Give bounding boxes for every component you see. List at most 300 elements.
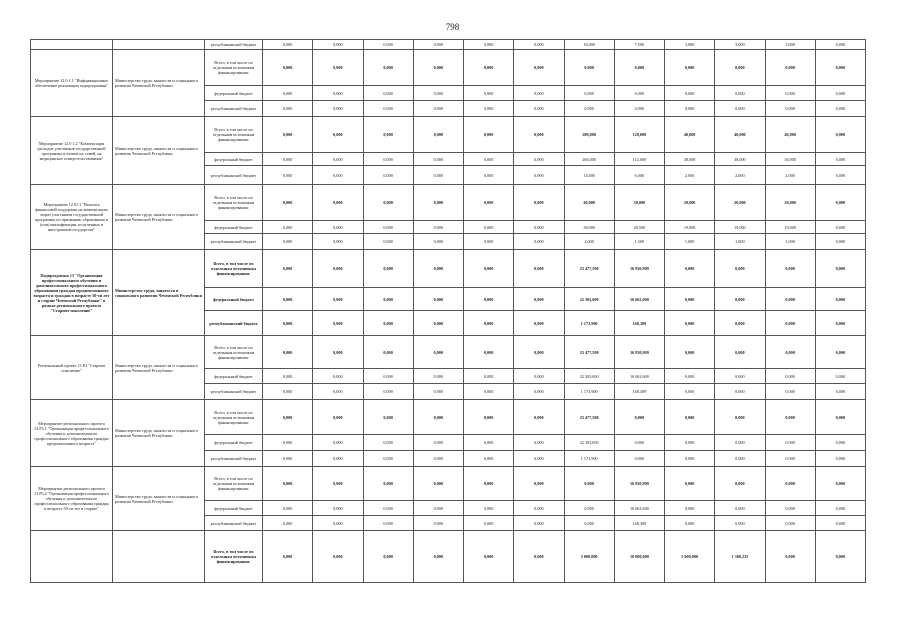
amount-cell: 16 830,909 [614,250,664,288]
amount-cell: 0,000 [413,166,463,185]
amount-cell: 0,000 [263,101,313,117]
amount-cell: 0,000 [413,40,463,50]
amount-cell: 0,000 [413,234,463,250]
amount-cell: 2,000 [564,234,614,250]
responsible-executor: Министерство труда, занятости и социального развития Чеченской Республики [113,467,205,531]
amount-cell: 0,000 [514,153,564,166]
amount-cell: 0,000 [363,221,413,234]
funding-source: республиканский бюджет [205,40,263,50]
amount-cell: 0,000 [765,467,815,501]
funding-source: федеральный бюджет [205,501,263,516]
amount-cell: 0,000 [815,311,865,336]
amount-cell: 3,000 [765,40,815,50]
funding-source: Всего, в том числе по отдельным источникам финансирования: [205,531,263,583]
amount-cell: 0,000 [715,467,765,501]
amount-cell: 0,000 [363,185,413,221]
amount-cell: 0,000 [363,384,413,400]
amount-cell: 1 173,900 [564,311,614,336]
funding-source: республиканский бюджет [205,451,263,467]
activity-name: Мероприятие регионального проекта 13.Р3.2 "Организация профессионального обучения и дополнительного профессионального образования граждан в возрасте 50-ти лет и старше" [31,467,113,531]
amount-cell: 0,000 [514,336,564,369]
activity-name: Мероприятие 12.0 1.1 "Информационное обеспечение реализации подпрограммы" [31,50,113,117]
amount-cell: 0,000 [313,153,363,166]
amount-cell: 0,000 [313,40,363,50]
amount-cell: 0,000 [514,166,564,185]
amount-cell: 22 303,690 [564,435,614,451]
amount-cell: 0,000 [815,101,865,117]
responsible-executor [113,531,205,583]
amount-cell: 0,000 [614,86,664,101]
amount-cell: 1 173,900 [564,384,614,400]
funding-source: Всего, в том числе по отдельным источникам финансирования: [205,400,263,435]
amount-cell: 0,000 [263,336,313,369]
amount-cell: 0,000 [665,311,715,336]
amount-cell: 0,000 [464,451,514,467]
amount-cell: 0,000 [263,384,313,400]
amount-cell: 0,000 [263,501,313,516]
table-row [31,117,866,153]
activity-name: Региональный проект 13.Р3 "Старшее поколение" [31,336,113,400]
amount-cell: 0,000 [665,250,715,288]
amount-cell: 0,000 [715,50,765,86]
amount-cell: 1 173,900 [564,451,614,467]
amount-cell: 0,000 [514,501,564,516]
amount-cell: 16 662,600 [614,501,664,516]
amount-cell: 40,000 [665,117,715,153]
amount-cell: 0,000 [514,50,564,86]
amount-cell: 0,000 [263,451,313,467]
amount-cell: 0,000 [313,451,363,467]
amount-cell: 0,000 [715,288,765,311]
amount-cell: 0,000 [413,531,463,583]
amount-cell: 0,000 [313,400,363,435]
amount-cell: 0,000 [413,153,463,166]
amount-cell: 16 830,909 [614,467,664,501]
amount-cell: 0,000 [715,311,765,336]
amount-cell: 0,000 [464,86,514,101]
amount-cell: 1 300,225 [715,531,765,583]
amount-cell: 38,000 [765,153,815,166]
amount-cell: 0,000 [765,400,815,435]
amount-cell: 0,000 [514,221,564,234]
amount-cell: 0,000 [665,369,715,384]
amount-cell: 0,000 [263,234,313,250]
amount-cell: 0,000 [313,101,363,117]
funding-source: республиканский бюджет [205,166,263,185]
amount-cell: 0,000 [363,153,413,166]
amount-cell: 0,000 [313,234,363,250]
amount-cell: 22 303,690 [564,288,614,311]
amount-cell: 0,000 [313,467,363,501]
amount-cell: 0,000 [614,435,664,451]
amount-cell: 0,000 [514,369,564,384]
amount-cell: 0,000 [313,516,363,531]
amount-cell: 0,000 [665,451,715,467]
amount-cell: 0,000 [464,400,514,435]
amount-cell: 0,000 [313,166,363,185]
amount-cell: 0,000 [464,369,514,384]
amount-cell: 0,000 [363,166,413,185]
amount-cell: 0,000 [413,435,463,451]
amount-cell: 0,000 [313,531,363,583]
amount-cell: 23 477,590 [564,400,614,435]
amount-cell: 0,000 [464,516,514,531]
amount-cell: 0,000 [313,50,363,86]
amount-cell: 0,000 [514,384,564,400]
amount-cell: 0,000 [363,250,413,288]
amount-cell: 0,000 [263,369,313,384]
amount-cell: 19,000 [665,221,715,234]
amount-cell: 0,000 [815,153,865,166]
amount-cell: 0,000 [614,400,664,435]
amount-cell: 0,000 [765,531,815,583]
amount-cell: 0,000 [815,50,865,86]
funding-source: Всего, в том числе по отдельным источникам финансирования: [205,467,263,501]
amount-cell: 0,000 [715,86,765,101]
amount-cell: 38,000 [715,153,765,166]
amount-cell: 0,000 [715,451,765,467]
amount-cell: 0,000 [514,311,564,336]
amount-cell: 0,000 [815,501,865,516]
table-row [31,336,866,369]
amount-cell: 0,000 [363,40,413,50]
amount-cell: 23 477,590 [564,250,614,288]
amount-cell: 14,000 [564,166,614,185]
funding-source: федеральный бюджет [205,153,263,166]
amount-cell: 0,000 [765,516,815,531]
amount-cell: 0,000 [263,117,313,153]
amount-cell: 0,000 [464,234,514,250]
amount-cell: 0,000 [564,501,614,516]
amount-cell: 28,500 [614,221,664,234]
amount-cell: 0,000 [263,40,313,50]
amount-cell: 0,000 [413,516,463,531]
amount-cell: 0,000 [363,50,413,86]
amount-cell: 0,000 [413,400,463,435]
amount-cell: 0,000 [514,400,564,435]
amount-cell: 1,000 [765,234,815,250]
amount-cell: 6,000 [614,166,664,185]
amount-cell: 0,000 [263,221,313,234]
amount-cell: 0,000 [263,86,313,101]
responsible-executor: Министерство труда, занятости и социального развития Чеченской Республики [113,117,205,185]
amount-cell: 0,000 [765,288,815,311]
amount-cell: 0,000 [413,117,463,153]
amount-cell: 168,309 [614,516,664,531]
amount-cell: 0,000 [313,435,363,451]
amount-cell: 0,000 [815,166,865,185]
amount-cell: 20,000 [715,185,765,221]
funding-source: Всего, в том числе по отдельным источникам финансирования: [205,336,263,369]
amount-cell: 0,000 [263,311,313,336]
amount-cell: 0,000 [665,336,715,369]
amount-cell: 0,000 [464,501,514,516]
amount-cell: 0,000 [263,166,313,185]
amount-cell: 0,000 [413,101,463,117]
amount-cell: 0,000 [263,435,313,451]
amount-cell: 0,000 [413,288,463,311]
amount-cell: 0,000 [514,117,564,153]
funding-source: федеральный бюджет [205,86,263,101]
amount-cell: 0,000 [464,531,514,583]
amount-cell: 22 303,690 [564,369,614,384]
amount-cell: 0,000 [815,221,865,234]
amount-cell: 0,000 [413,86,463,101]
amount-cell: 0,000 [815,234,865,250]
funding-source: федеральный бюджет [205,369,263,384]
amount-cell: 0,000 [464,185,514,221]
amount-cell: 0,000 [464,435,514,451]
amount-cell: 0,000 [413,221,463,234]
amount-cell: 0,000 [665,288,715,311]
amount-cell: 0,000 [514,451,564,467]
activity-name [31,531,113,583]
budget-table [30,39,866,583]
amount-cell: 0,000 [313,501,363,516]
table-row [31,250,866,288]
responsible-executor: Министерство труда, занятости и социального развития Чеченской Республики [113,185,205,250]
amount-cell: 0,000 [313,117,363,153]
activity-name: Мероприятие регионального проекта 13.Р3.1 "Организация профессионального обучения и дополнительного профессионального образования граждан предпенсионного возраста" [31,400,113,467]
amount-cell: 0,000 [715,435,765,451]
amount-cell: 0,000 [815,384,865,400]
amount-cell: 0,000 [313,185,363,221]
amount-cell: 0,000 [464,40,514,50]
amount-cell: 0,000 [514,40,564,50]
amount-cell: 40,000 [765,117,815,153]
amount-cell: 0,000 [313,221,363,234]
amount-cell: 40,000 [715,117,765,153]
amount-cell: 0,000 [514,250,564,288]
amount-cell: 16,000 [564,40,614,50]
funding-source: Всего, в том числе по отдельным источникам финансирования: [205,185,263,221]
amount-cell: 0,000 [413,501,463,516]
amount-cell: 0,000 [765,86,815,101]
amount-cell: 0,000 [413,467,463,501]
funding-source: республиканский бюджет [205,101,263,117]
amount-cell: 0,000 [715,336,765,369]
amount-cell: 5 000,000 [665,531,715,583]
amount-cell: 2,000 [715,166,765,185]
amount-cell: 0,000 [464,288,514,311]
amount-cell: 0,000 [313,250,363,288]
amount-cell: 0,000 [815,336,865,369]
amount-cell: 0,000 [765,435,815,451]
amount-cell: 0,000 [263,185,313,221]
activity-name: Мероприятие 12.0 1.2 "Компенсация расходов участников государственной программы и членов их семей, на медицинское освидетельствование" [31,117,113,185]
activity-name: Подпрограмма 13 "Организация профессионального обучения и дополнительного профессионального образования граждан предпенсионного возраста и граждан в возрасте 50-ти лет и старше Чеченской Республики" в рамках регионального проекта "Старшее поколение" [31,250,113,336]
amount-cell: 0,000 [363,435,413,451]
responsible-executor: Министерство труда, занятости и социального развития Чеченской Республики [113,336,205,400]
amount-cell: 10 000,000 [614,531,664,583]
amount-cell: 0,000 [413,311,463,336]
amount-cell: 0,000 [464,153,514,166]
funding-source: республиканский бюджет [205,234,263,250]
amount-cell: 0,000 [313,369,363,384]
amount-cell: 0,000 [665,50,715,86]
funding-source: республиканский бюджет [205,311,263,336]
amount-cell: 0,000 [665,516,715,531]
amount-cell: 0,000 [815,185,865,221]
amount-cell: 0,000 [413,185,463,221]
table-row [31,400,866,435]
amount-cell: 0,000 [564,101,614,117]
amount-cell: 0,000 [815,250,865,288]
amount-cell: 0,000 [363,501,413,516]
amount-cell: 16 830,909 [614,336,664,369]
amount-cell: 23 477,590 [564,336,614,369]
table-row [31,467,866,501]
responsible-executor: Министерство труда, занятости и социального развития Чеченской Республики [113,50,205,117]
amount-cell: 0,000 [363,86,413,101]
amount-cell: 3,000 [665,40,715,50]
funding-source: Всего, в том числе по отдельным источникам финансирования: [205,250,263,288]
funding-source: республиканский бюджет [205,516,263,531]
amount-cell: 38,000 [665,153,715,166]
responsible-executor: Министерство труда, занятости и социального развития Чеченской Республики [113,400,205,467]
amount-cell: 0,000 [363,234,413,250]
amount-cell: 0,000 [564,50,614,86]
amount-cell: 0,000 [413,336,463,369]
amount-cell: 0,000 [564,86,614,101]
amount-cell: 0,000 [765,336,815,369]
amount-cell: 0,000 [464,384,514,400]
amount-cell: 0,000 [514,467,564,501]
amount-cell: 0,000 [715,501,765,516]
amount-cell: 0,000 [514,516,564,531]
amount-cell: 0,000 [715,516,765,531]
amount-cell: 3,000 [715,40,765,50]
amount-cell: 266,000 [564,153,614,166]
amount-cell: 0,000 [514,86,564,101]
amount-cell: 168,309 [614,311,664,336]
amount-cell: 0,000 [564,516,614,531]
amount-cell: 0,000 [715,400,765,435]
amount-cell: 0,000 [413,369,463,384]
responsible-executor [113,40,205,50]
amount-cell: 2,000 [765,166,815,185]
amount-cell: 0,000 [413,50,463,86]
amount-cell: 0,000 [363,288,413,311]
amount-cell: 0,000 [363,117,413,153]
amount-cell: 0,000 [514,435,564,451]
funding-source: республиканский бюджет [205,384,263,400]
amount-cell: 0,000 [514,288,564,311]
amount-cell: 0,000 [665,384,715,400]
amount-cell: 0,000 [263,531,313,583]
funding-source: федеральный бюджет [205,288,263,311]
amount-cell: 0,000 [514,101,564,117]
amount-cell: 0,000 [464,467,514,501]
amount-cell: 0,000 [614,101,664,117]
amount-cell: 0,000 [665,467,715,501]
amount-cell: 0,000 [464,50,514,86]
amount-cell: 0,000 [715,101,765,117]
amount-cell: 0,000 [665,101,715,117]
amount-cell: 0,000 [464,166,514,185]
funding-source: федеральный бюджет [205,435,263,451]
amount-cell: 0,000 [263,288,313,311]
amount-cell: 0,000 [313,384,363,400]
amount-cell: 0,000 [313,288,363,311]
amount-cell: 0,000 [665,400,715,435]
amount-cell: 1,500 [614,234,664,250]
amount-cell: 0,000 [514,531,564,583]
amount-cell: 0,000 [263,50,313,86]
amount-cell: 0,000 [413,250,463,288]
amount-cell: 0,000 [263,153,313,166]
amount-cell: 0,000 [313,86,363,101]
amount-cell: 0,000 [665,86,715,101]
amount-cell: 120,000 [614,117,664,153]
amount-cell: 2,000 [665,166,715,185]
amount-cell: 0,000 [815,288,865,311]
amount-cell: 0,000 [464,101,514,117]
amount-cell: 0,000 [464,311,514,336]
amount-cell: 0,000 [815,516,865,531]
amount-cell: 0,000 [765,50,815,86]
amount-cell: 0,000 [263,467,313,501]
amount-cell: 168,309 [614,384,664,400]
amount-cell: 0,000 [815,369,865,384]
amount-cell: 1,000 [715,234,765,250]
funding-source: Всего, в том числе по отдельным источникам финансирования: [205,117,263,153]
table-row [31,185,866,221]
amount-cell: 0,000 [464,336,514,369]
amount-cell: 0,000 [363,467,413,501]
amount-cell: 0,000 [263,400,313,435]
amount-cell: 0,000 [464,221,514,234]
amount-cell: 0,000 [765,451,815,467]
amount-cell: 19,000 [765,221,815,234]
amount-cell: 0,000 [564,467,614,501]
amount-cell: 0,000 [715,369,765,384]
amount-cell: 0,000 [363,311,413,336]
amount-cell: 20,000 [665,185,715,221]
amount-cell: 0,000 [263,250,313,288]
amount-cell: 0,000 [363,101,413,117]
amount-cell: 0,000 [765,311,815,336]
amount-cell: 0,000 [614,451,664,467]
amount-cell: 0,000 [765,384,815,400]
amount-cell: 1,000 [665,234,715,250]
amount-cell: 0,000 [363,400,413,435]
amount-cell: 0,000 [363,516,413,531]
amount-cell: 0,000 [514,234,564,250]
amount-cell: 0,000 [815,467,865,501]
amount-cell: 280,000 [564,117,614,153]
funding-source: Всего, в том числе по отдельным источникам финансирования: [205,50,263,86]
amount-cell: 0,000 [765,250,815,288]
amount-cell: 0,000 [665,435,715,451]
amount-cell: 0,000 [514,185,564,221]
amount-cell: 0,000 [665,501,715,516]
amount-cell: 0,000 [815,117,865,153]
amount-cell: 0,000 [715,250,765,288]
amount-cell: 0,000 [313,336,363,369]
amount-cell: 0,000 [413,451,463,467]
table-row [31,50,866,86]
table-row [31,40,866,50]
amount-cell: 0,000 [815,86,865,101]
amount-cell: 16 662,600 [614,288,664,311]
amount-cell: 7,500 [614,40,664,50]
amount-cell: 16 662,600 [614,369,664,384]
table-row [31,531,866,583]
amount-cell: 38,000 [564,221,614,234]
amount-cell: 0,000 [263,516,313,531]
activity-name [31,40,113,50]
